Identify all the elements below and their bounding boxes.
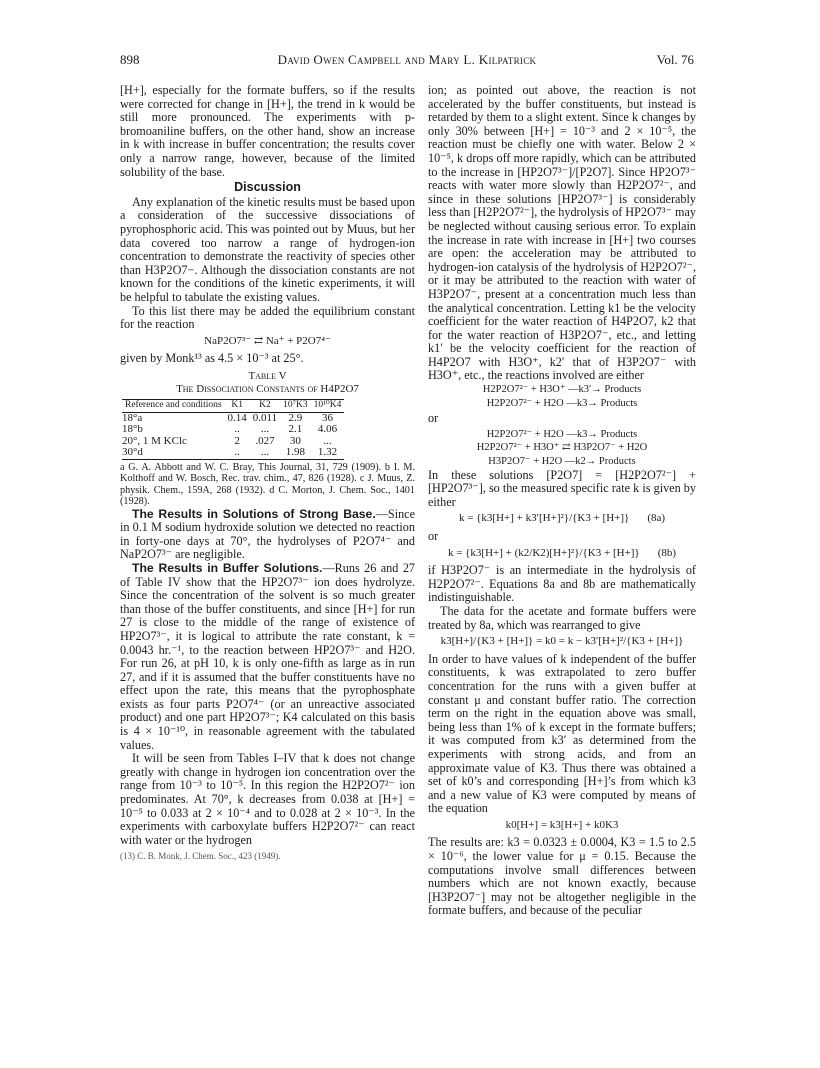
- table-cell: ..: [225, 447, 250, 459]
- paragraph: In these solutions [P2O7] = [H2P2O7²⁻] + [HP2O7³⁻], so the measured specific rate k is given by either: [428, 467, 696, 509]
- equation-number: (8b): [657, 546, 677, 559]
- table-cell: 30°d: [122, 447, 225, 459]
- reaction-equation: H2P2O7²⁻ + H2O —k3→ Products: [486, 428, 638, 440]
- reaction-equation: H2P2O7²⁻ + H3O⁺ ⇄ H3P2O7⁻ + H2O: [476, 442, 648, 454]
- table-cell: 2.9: [288, 411, 303, 424]
- equation-k0: k0[H+] = k3[H+] + k0K3: [505, 818, 619, 831]
- table-cell: 2: [234, 434, 240, 447]
- paragraph-strong-base: [120, 508, 415, 562]
- table-cell: ..: [234, 423, 240, 436]
- run-in-heading: The Results in Solutions of Strong Base.: [132, 506, 376, 521]
- paragraph-buffer: [120, 562, 415, 752]
- table-header: K1: [225, 400, 250, 413]
- table-cell: 1.32: [311, 447, 345, 459]
- paragraph: It will be seen from Tables I–IV that k does not change greatly with change in hydrogen ion concentration over the range from 10⁻³ to 10⁻⁵. In this region the H2P2O7²⁻ ion predominates. At 70°, k decreases from 0.038 at [H+] = 10⁻⁵ to 0.033 at 2 × 10⁻⁴ and to 0.028 at 2 × 10⁻³. In the experiments with carboxylate buffers H2P2O7²⁻ can react with water or the hydrogen: [120, 751, 415, 847]
- run-in-heading: The Results in Buffer Solutions.: [132, 560, 323, 575]
- paragraph: Any explanation of the kinetic results must be based upon a consideration of the successive dissociations of pyrophosphoric acid. This was pointed out by Muus, but her data covered too narrow a range of hydrogen-ion concentration to demonstrate the reactivity of species other than H3P2O7−. Although the dissociation constants are not known for the conditions of the kinetic experiments, it will be helpful to tabulate the existing values.: [120, 194, 415, 304]
- equation-rearranged: k3[H+]/{K3 + [H+]} = k0 = k − k3′[H+]²/{K3 + [H+]}: [440, 635, 684, 648]
- paragraph: given by Monk¹³ as 4.5 × 10⁻³ at 25°.: [120, 351, 304, 366]
- paragraph-text: —Runs 26 and 27 of Table IV show that the HP2O7³⁻ ion does hydrolyze. Since the concentration of the solvent is so much greater than those of the buffer constituents, and since [H+] for run 27 is close to the middle of the range of existence of HP2O7³⁻, it is logical to attribute the rate constant, k = 0.0043 hr.⁻¹, to the reaction between HP2O7³⁻ and H2O. For run 26, at pH 10, k is only one-fifth as large as in run 27, and if it is assumed that the buffer constituents have no effect upon the rate, this means that the pyrophosphate exists as four parts P2O7⁴⁻ (or an unreactive associated product) and one part HP2O7³⁻; K4 calculated on this basis is 4 × 10⁻¹⁰, in reasonable agreement with the tabulated values.: [120, 560, 416, 752]
- table-header: K2: [250, 400, 280, 413]
- table-row: [122, 424, 344, 436]
- reaction-equation: H2P2O7²⁻ + H3O⁺ —k3′→ Products: [482, 384, 642, 396]
- table-row: [122, 447, 344, 459]
- table-cell: 18°a: [122, 411, 143, 424]
- table-cell: 0.011: [252, 411, 278, 424]
- table-cell: ...: [260, 423, 270, 436]
- running-title: David Owen Campbell and Mary L. Kilpatrick: [277, 52, 537, 67]
- right-column: [428, 84, 696, 918]
- reaction-equation: H2P2O7²⁻ + H2O —k3→ Products: [486, 397, 638, 409]
- equation-text: k = {k3[H+] + (k2/K2)[H+]²}/{K3 + [H+]}: [447, 546, 640, 559]
- page-number: 898: [120, 52, 140, 67]
- footnote-reference: (13) C. B. Monk, J. Chem. Soc., 423 (1949).: [120, 851, 281, 862]
- or-label: or: [428, 529, 439, 543]
- equilibrium-equation: NaP2O7³⁻ ⇄ Na⁺ + P2O7⁴⁻: [204, 334, 331, 347]
- paragraph: The results are: k3 = 0.0323 ± 0.0004, K3 = 1.5 to 2.5 × 10⁻⁶, the lower value for μ = 0.15. Because the computations involve small differences between numbers which are not known exactly, because [H3P2O7⁻] may not be altogether negligible in the formate buffers, and because of the peculiar: [428, 835, 696, 918]
- paragraph-text: —Since in 0.1 M sodium hydroxide solution we detected no reaction in forty-one days at 70°, the hydrolyses of P2O7⁴⁻ and NaP2O7³⁻ are negligible.: [120, 506, 415, 562]
- volume-label: Vol. 76: [656, 52, 694, 67]
- equation-8a: [428, 512, 696, 526]
- table-title: Table V: [248, 369, 287, 382]
- paragraph: To this list there may be added the equilibrium constant for the reaction: [120, 303, 415, 332]
- table-header: Reference and conditions: [122, 400, 225, 413]
- table-cell: ...: [250, 447, 280, 459]
- page-header: [120, 52, 694, 70]
- table-row: [122, 436, 344, 448]
- equation-8b: [428, 547, 696, 561]
- equation-text: k = {k3[H+] + k3′[H+]²}/{K3 + [H+]}: [458, 512, 630, 525]
- table-cell: 20°, 1 M KClc: [122, 434, 187, 447]
- section-heading-discussion: Discussion: [234, 180, 301, 195]
- table-header: 10⁷K3: [280, 400, 310, 413]
- reaction-equation: H3P2O7⁻ + H2O —k2→ Products: [488, 456, 636, 468]
- table-cell: 2.1: [288, 423, 303, 436]
- table-cell: 0.14: [227, 411, 247, 424]
- table-cell: 4.06: [317, 423, 338, 436]
- left-column: [120, 84, 415, 864]
- table-cell: 18°b: [122, 423, 143, 436]
- table-subtitle: The Dissociation Constants of H4P2O7: [176, 383, 359, 396]
- table-footnotes: a G. A. Abbott and W. C. Bray, This Journal, 31, 729 (1909). b I. M. Kolthoff and W. Bosch, Rec. trav. chim., 47, 826 (1928). c J. Muus, Z. physik. Chem., 159A, 268 (1932). d C. Morton, J. Chem. Soc., 1401 (1928).: [120, 461, 415, 508]
- paragraph: The data for the acetate and formate buffers were treated by 8a, which was rearranged to give: [428, 603, 696, 632]
- equation-number: (8a): [647, 512, 666, 525]
- table-cell: 30: [289, 434, 301, 447]
- table-header: 10¹⁰K4: [311, 400, 345, 413]
- table-cell: .027: [255, 434, 275, 447]
- dissociation-constants-table: [122, 399, 344, 460]
- table-cell: 1.98: [280, 447, 310, 459]
- paragraph: [H+], especially for the formate buffers, so if the results were corrected for change in [H+], the trend in k would be still more pronounced. The experiments with p-bromoaniline buffers, on the other hand, show an increase in k with increase in buffer concentration; the results cover only a narrow range, however, because of the limited solubility of the base.: [120, 83, 415, 179]
- table-cell: ...: [323, 434, 332, 447]
- table-cell: 36: [321, 411, 333, 424]
- paragraph: ion; as pointed out above, the reaction is not accelerated by the buffer constituents, but instead is retarded by them to a slight extent. Since k changes by only 30% between [H+] = 10⁻³ and 2 × 10⁻⁵, the reaction must be chiefly one with water. Below 2 × 10⁻⁵, k drops off more rapidly, which can be attributed to the increase in [HP2O7³⁻]/[P2O7]. Since HP2O7³⁻ reacts with water more slowly than H2P2O7²⁻, and since in these solutions [HP2O7³⁻] is considerably less than [H2P2O7²⁻], the hydrolysis of HP2O7³⁻ may be neglected without causing serious error. To explain the increase in rate with increase in [H+] two courses are open: the acceleration may be attributed to hydrogen-ion catalysis of the hydrolysis of H2P2O7²⁻, or it may be attributed to the reaction with water of H3P2O7⁻, present at a concentration much less than the analytical concentration. Letting k1 be the velocity coefficient for the water reaction of H4P2O7, k2 that for the water reaction of H3P2O7⁻, etc., and letting k1′ be the velocity coefficient for the reaction of H4P2O7 with H3O⁺, k2′ that of H3P2O7⁻ with H3O⁺, etc., the reactions involved are either: [428, 83, 696, 383]
- table-row: [122, 412, 344, 424]
- paragraph: if H3P2O7⁻ is an intermediate in the hydrolysis of H2P2O7²⁻. Equations 8a and 8b are mathematically indistinguishable.: [428, 563, 696, 605]
- paragraph: In order to have values of k independent of the buffer constituents, k was extrapolated to zero buffer concentration for the runs with a given buffer at constant μ and constant buffer ratio. The correction term on the right in the equation above was small, being less than 1% of k except in the formate buffers; it was computed from k3′ as determined from the experiments with strong acids, and from an approximate value of K3. Thus there was obtained a set of k0’s and corresponding [H+]’s from which k3 and a new value of K3 were computed by means of the equation: [428, 651, 696, 816]
- or-label: or: [428, 411, 439, 426]
